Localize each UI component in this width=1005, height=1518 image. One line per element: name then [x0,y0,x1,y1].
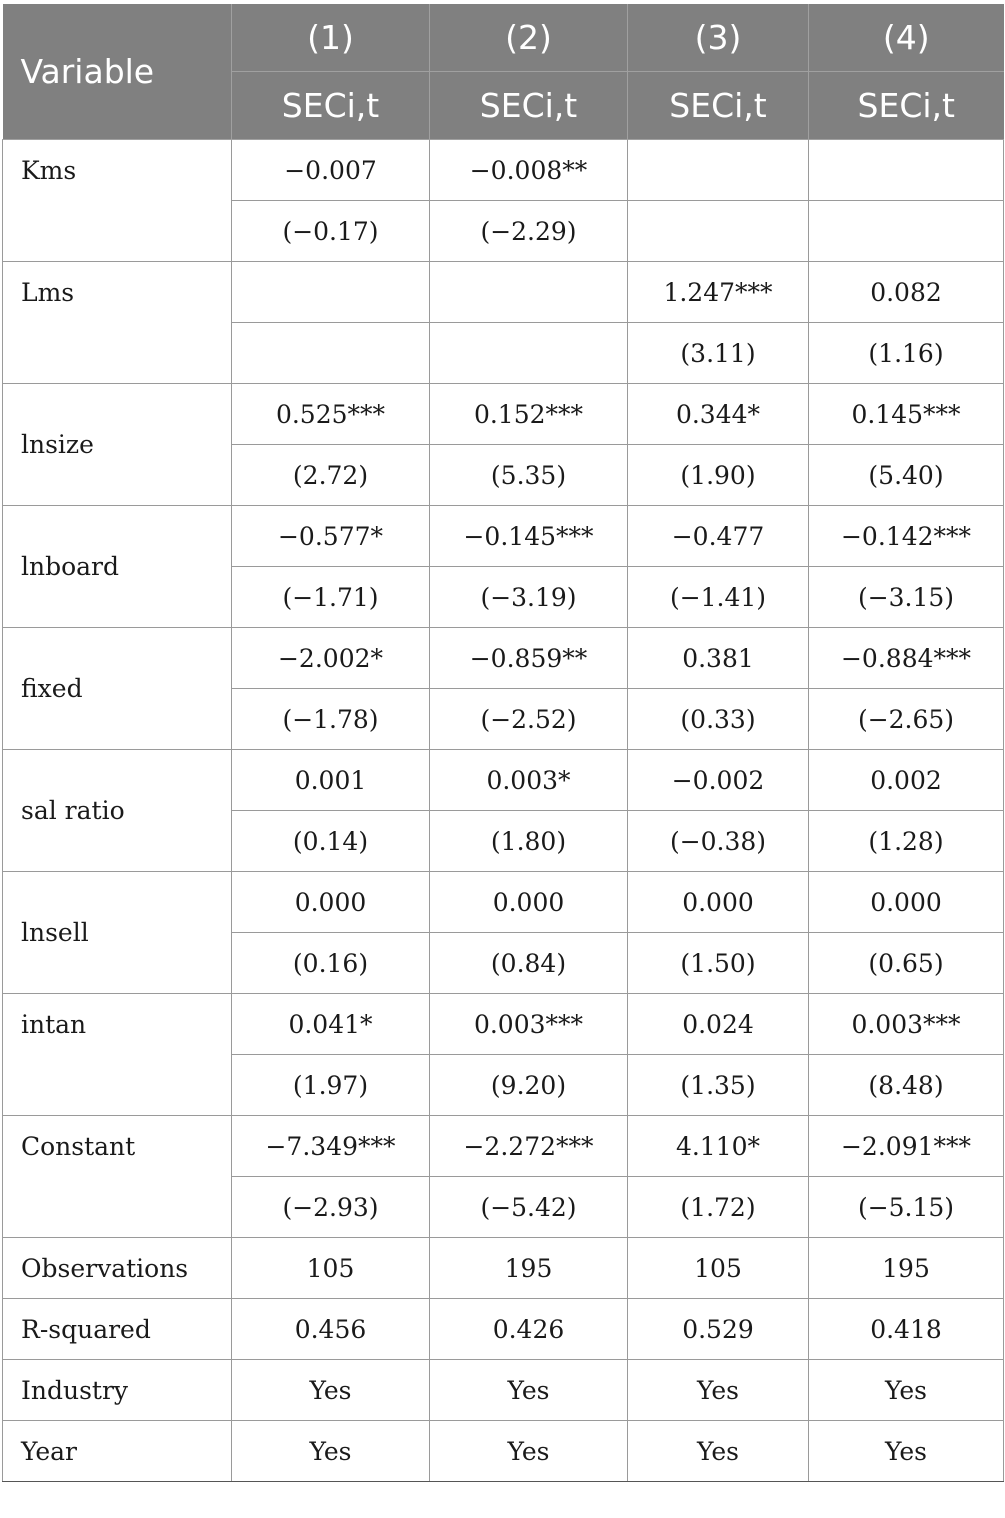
summary-label: Observations [3,1238,232,1299]
coefficient-cell: −2.002* [232,628,430,689]
model-number-3: (3) [628,4,809,72]
coefficient-cell: 0.001 [232,750,430,811]
dependent-variable-1: SECi,t [232,72,430,140]
t-statistic-cell: (9.20) [430,1055,628,1116]
t-statistic-cell [628,201,809,262]
t-statistic-cell: (3.11) [628,323,809,384]
summary-value-cell: 0.418 [809,1299,1004,1360]
coefficient-cell: 0.000 [430,872,628,933]
coefficient-cell: 0.082 [809,262,1004,323]
table-row-coefficient [3,262,1004,323]
table-row-summary [3,1299,1004,1360]
summary-value-cell: 195 [809,1238,1004,1299]
summary-value-cell: Yes [430,1360,628,1421]
t-statistic-cell: (1.50) [628,933,809,994]
table-row-coefficient [3,750,1004,811]
t-statistic-cell: (0.84) [430,933,628,994]
t-statistic-cell: (1.16) [809,323,1004,384]
t-statistic-cell: (−0.38) [628,811,809,872]
coefficient-cell: −0.002 [628,750,809,811]
coefficient-cell: −7.349*** [232,1116,430,1177]
table-row-summary [3,1238,1004,1299]
t-statistic-cell: (0.33) [628,689,809,750]
summary-label: R-squared [3,1299,232,1360]
summary-value-cell: Yes [809,1421,1004,1482]
t-statistic-cell: (1.28) [809,811,1004,872]
table-row-coefficient [3,1116,1004,1177]
variable-name: lnboard [3,506,232,628]
t-statistic-cell [430,323,628,384]
t-statistic-cell: (−3.19) [430,567,628,628]
coefficient-cell: 4.110* [628,1116,809,1177]
coefficient-cell: −0.477 [628,506,809,567]
table-body [3,140,1004,1482]
table-row-coefficient [3,872,1004,933]
coefficient-cell: 0.003*** [430,994,628,1055]
coefficient-cell: 0.000 [628,872,809,933]
t-statistic-cell [809,201,1004,262]
coefficient-cell: −0.142*** [809,506,1004,567]
t-statistic-cell: (1.90) [628,445,809,506]
t-statistic-cell: (1.97) [232,1055,430,1116]
table-row-coefficient [3,384,1004,445]
coefficient-cell: 1.247*** [628,262,809,323]
summary-label: Year [3,1421,232,1482]
variable-name: lnsell [3,872,232,994]
variable-name: intan [3,994,232,1116]
table-row-coefficient [3,140,1004,201]
coefficient-cell: −0.859** [430,628,628,689]
t-statistic-cell: (5.35) [430,445,628,506]
t-statistic-cell: (−1.78) [232,689,430,750]
variable-name: fixed [3,628,232,750]
summary-value-cell: 105 [628,1238,809,1299]
coefficient-cell: 0.002 [809,750,1004,811]
table-row-coefficient [3,994,1004,1055]
t-statistic-cell: (−2.52) [430,689,628,750]
t-statistic-cell: (0.14) [232,811,430,872]
t-statistic-cell: (−2.29) [430,201,628,262]
coefficient-cell: 0.525*** [232,384,430,445]
variable-name: Kms [3,140,232,262]
t-statistic-cell: (−5.15) [809,1177,1004,1238]
t-statistic-cell: (1.80) [430,811,628,872]
t-statistic-cell: (−2.65) [809,689,1004,750]
coefficient-cell: 0.000 [232,872,430,933]
coefficient-cell: −2.091*** [809,1116,1004,1177]
summary-label: Industry [3,1360,232,1421]
t-statistic-cell: (2.72) [232,445,430,506]
coefficient-cell: 0.003* [430,750,628,811]
summary-value-cell: Yes [232,1421,430,1482]
coefficient-cell [628,140,809,201]
coefficient-cell: 0.003*** [809,994,1004,1055]
regression-table [2,4,1004,1482]
variable-name: sal ratio [3,750,232,872]
dependent-variable-2: SECi,t [430,72,628,140]
coefficient-cell: 0.381 [628,628,809,689]
t-statistic-cell: (5.40) [809,445,1004,506]
coefficient-cell [430,262,628,323]
coefficient-cell: 0.024 [628,994,809,1055]
variable-name: Constant [3,1116,232,1238]
header-row-model-numbers [3,4,1004,72]
coefficient-cell: 0.344* [628,384,809,445]
coefficient-cell: 0.041* [232,994,430,1055]
t-statistic-cell: (8.48) [809,1055,1004,1116]
summary-value-cell: Yes [809,1360,1004,1421]
coefficient-cell: −0.577* [232,506,430,567]
t-statistic-cell: (−3.15) [809,567,1004,628]
t-statistic-cell: (1.72) [628,1177,809,1238]
coefficient-cell [232,262,430,323]
summary-value-cell: 0.426 [430,1299,628,1360]
t-statistic-cell: (1.35) [628,1055,809,1116]
summary-value-cell: Yes [232,1360,430,1421]
table-row-coefficient [3,506,1004,567]
coefficient-cell: −0.884*** [809,628,1004,689]
t-statistic-cell: (0.65) [809,933,1004,994]
coefficient-cell: 0.000 [809,872,1004,933]
table-header [3,4,1004,140]
summary-value-cell: 0.529 [628,1299,809,1360]
variable-name: lnsize [3,384,232,506]
coefficient-cell: 0.152*** [430,384,628,445]
table-row-coefficient [3,628,1004,689]
coefficient-cell: −2.272*** [430,1116,628,1177]
coefficient-cell: −0.008** [430,140,628,201]
table-row-summary [3,1360,1004,1421]
t-statistic-cell: (−1.71) [232,567,430,628]
coefficient-cell [809,140,1004,201]
coefficient-cell: −0.145*** [430,506,628,567]
coefficient-cell: −0.007 [232,140,430,201]
variable-column-header: Variable [3,4,232,140]
summary-value-cell: Yes [430,1421,628,1482]
t-statistic-cell: (−2.93) [232,1177,430,1238]
dependent-variable-4: SECi,t [809,72,1004,140]
coefficient-cell: 0.145*** [809,384,1004,445]
model-number-1: (1) [232,4,430,72]
t-statistic-cell: (−0.17) [232,201,430,262]
summary-value-cell: 195 [430,1238,628,1299]
t-statistic-cell: (−5.42) [430,1177,628,1238]
table-row-summary [3,1421,1004,1482]
t-statistic-cell: (0.16) [232,933,430,994]
t-statistic-cell: (−1.41) [628,567,809,628]
model-number-2: (2) [430,4,628,72]
model-number-4: (4) [809,4,1004,72]
t-statistic-cell [232,323,430,384]
summary-value-cell: Yes [628,1360,809,1421]
summary-value-cell: 0.456 [232,1299,430,1360]
dependent-variable-3: SECi,t [628,72,809,140]
variable-name: Lms [3,262,232,384]
summary-value-cell: 105 [232,1238,430,1299]
summary-value-cell: Yes [628,1421,809,1482]
